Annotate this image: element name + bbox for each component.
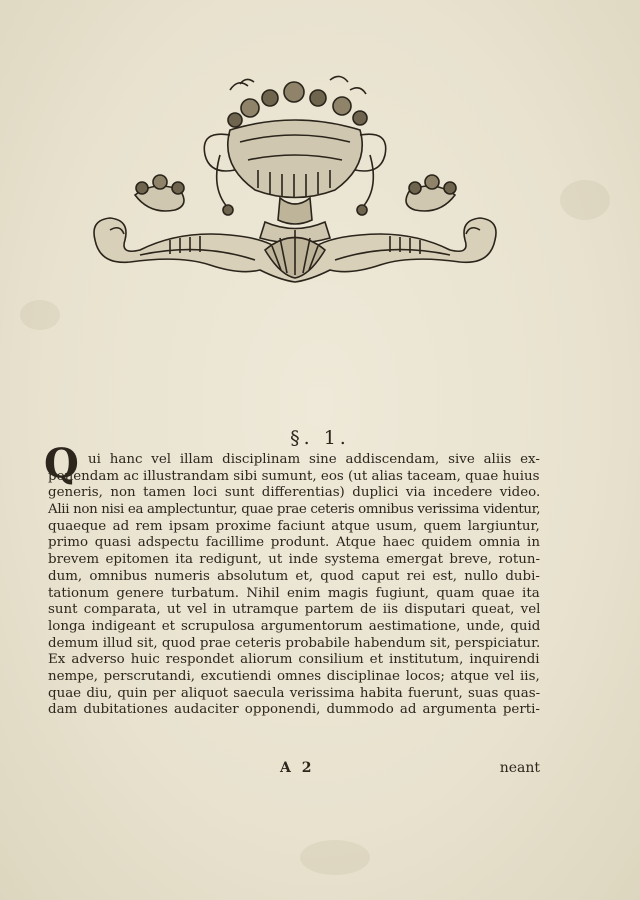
line-text: longa indigeant et scrupulosa argumentorum aestimatione, unde, quid	[48, 618, 541, 634]
line-text: sunt comparata, ut vel in utramque partem de iis disputari queat, vel	[48, 602, 541, 618]
line-text: tationum genere turbatum. Nihil enim magis fugiunt, quam quae ita	[48, 585, 540, 601]
line-text: demum illud sit, quod prae ceteris probabile habendum sit, perspiciatur.	[48, 635, 541, 651]
line-text: nempe, perscrutandi, excutiendi omnes disciplinae locos; atque vel iis,	[48, 668, 540, 684]
line-text: ui hanc vel illam disciplinam sine addiscendam, sive aliis ex-	[88, 452, 540, 467]
catchword: neant	[499, 760, 540, 776]
text-line	[48, 602, 540, 619]
paper-stain	[20, 300, 60, 330]
section-heading: §. 1.	[290, 427, 350, 449]
line-text: primo quasi adspectu facillime produnt. Atque haec quidem omnia in	[48, 535, 540, 551]
paper-stain	[300, 840, 370, 875]
page-footer	[48, 760, 540, 780]
text-line	[48, 702, 540, 719]
headpiece-ornament	[80, 70, 510, 295]
text-line	[48, 519, 540, 536]
text-line	[48, 669, 540, 686]
line-text: dam dubitationes audaciter opponendi, dummodo ad argumenta perti-	[48, 702, 540, 718]
line-text: Ex adverso huic respondet aliorum consilium et institutum, inquirendi	[48, 652, 540, 668]
text-line	[48, 652, 540, 669]
drop-cap-letter: Q	[44, 440, 79, 487]
text-line	[48, 569, 540, 586]
paper-stain	[560, 180, 610, 220]
text-line	[48, 502, 540, 519]
line-text: quaeque ad rem ipsam proxime faciunt atque usum, quem largiuntur,	[48, 518, 540, 534]
line-text: quae diu, quin per aliquot saecula verissima habita fuerunt, suas quas-	[48, 685, 541, 701]
text-line	[48, 469, 540, 486]
text-line	[48, 686, 540, 703]
line-text: Alii non nisi ea amplectuntur, quae prae ceteris omnibus verissima videntur,	[48, 502, 541, 518]
signature-mark: A 2	[280, 760, 315, 776]
line-text: brevem epitomen ita redigunt, ut inde systema emergat breve, rotun-	[48, 552, 540, 568]
text-line	[48, 535, 540, 552]
line-text: dum, omnibus numeris absolutum et, quod caput rei est, nullo dubi-	[48, 568, 540, 584]
line-text: ponendam ac illustrandam sibi sumunt, eos (ut alias taceam, quae huius	[48, 468, 540, 484]
text-line	[48, 619, 540, 636]
body-text	[44, 440, 541, 719]
line-text: generis, non tamen loci sunt differentias) duplici via incedere video.	[48, 485, 541, 501]
text-line	[48, 552, 540, 569]
text-line	[48, 485, 540, 502]
text-line	[48, 636, 540, 653]
text-line	[48, 586, 540, 603]
